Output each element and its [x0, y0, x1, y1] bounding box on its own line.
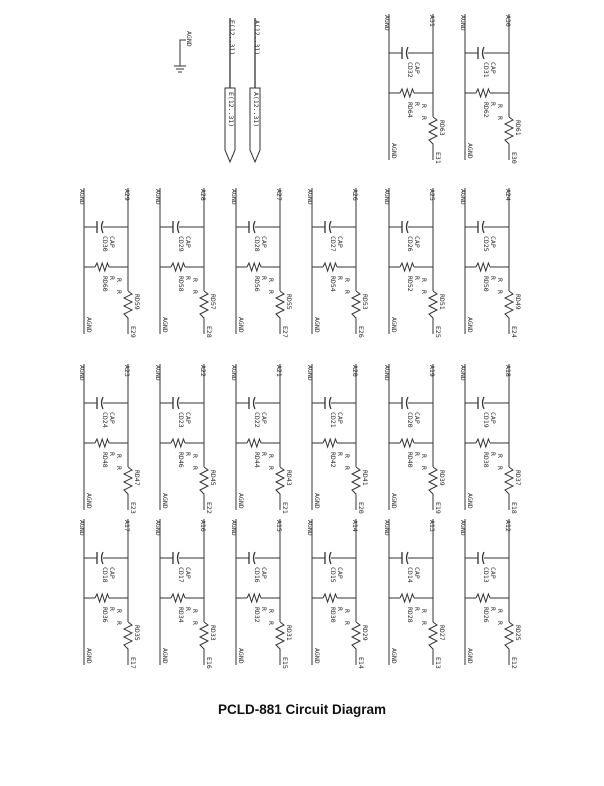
series-resistor-label: RD43 — [285, 470, 293, 486]
input-label: A29 — [123, 189, 131, 201]
series-resistor-label: RD55 — [285, 294, 293, 310]
series-r-mark-label: R — [267, 466, 275, 470]
r-mark-label: R — [420, 454, 428, 458]
agnd-label-bottom: AGND — [466, 317, 474, 333]
output-label: E14 — [357, 657, 365, 669]
capacitor-label: CD29 — [177, 236, 185, 252]
input-label: A14 — [351, 520, 359, 532]
r-mark-label: R — [420, 278, 428, 282]
output-label: E23 — [129, 502, 137, 514]
diagram-title: PCLD-881 Circuit Diagram — [217, 702, 387, 717]
agnd-label-bottom: AGND — [237, 648, 245, 664]
shunt-r-label: R — [260, 607, 268, 611]
cap-type-label: CAP — [489, 62, 497, 74]
r-mark-label: R — [115, 609, 123, 613]
capacitor-label: CD20 — [406, 412, 414, 428]
agnd-label-top: AGND — [459, 365, 467, 381]
cap-type-label: CAP — [260, 567, 268, 579]
shunt-r-label: R — [260, 276, 268, 280]
r-mark-label: R — [267, 278, 275, 282]
input-label: A28 — [199, 189, 207, 201]
agnd-label-top: AGND — [230, 365, 238, 381]
capacitor-label: CD14 — [406, 567, 414, 583]
cap-type-label: CAP — [108, 236, 116, 248]
series-r-mark-label: R — [115, 621, 123, 625]
output-label: E15 — [281, 657, 289, 669]
cap-type-label: CAP — [413, 567, 421, 579]
agnd-label-top: AGND — [383, 15, 391, 31]
shunt-r-label: R — [184, 607, 192, 611]
capacitor-label: CD15 — [329, 567, 337, 583]
series-resistor-label: RD33 — [209, 625, 217, 641]
input-flag-label: A(12..31) — [252, 92, 260, 128]
cap-type-label: CAP — [260, 412, 268, 424]
agnd-label-top: AGND — [306, 365, 314, 381]
agnd-label-bottom: AGND — [161, 493, 169, 509]
series-r-mark-label: R — [267, 290, 275, 294]
series-resistor-label: RD59 — [133, 294, 141, 310]
output-label: E21 — [281, 502, 289, 514]
series-r-mark-label: R — [420, 290, 428, 294]
r-mark-label: R — [496, 454, 504, 458]
r-mark-label: R — [343, 609, 351, 613]
input-label: A23 — [123, 365, 131, 377]
capacitor-label: CD26 — [406, 236, 414, 252]
shunt-r-label: R — [108, 607, 116, 611]
shunt-r-label: R — [336, 276, 344, 280]
agnd-label-bottom: AGND — [161, 317, 169, 333]
channel-a31 — [383, 14, 446, 164]
agnd-label-top: AGND — [230, 189, 238, 205]
series-r-mark-label: R — [420, 116, 428, 120]
agnd-label-bottom: AGND — [237, 493, 245, 509]
agnd-label-bottom: AGND — [390, 143, 398, 159]
output-label: E29 — [129, 326, 137, 338]
shunt-r-label: R — [184, 276, 192, 280]
series-resistor-label: RD31 — [285, 625, 293, 641]
capacitor-label: CD31 — [482, 62, 490, 78]
agnd-label-bottom: AGND — [85, 493, 93, 509]
series-r-mark-label: R — [191, 621, 199, 625]
r-mark-label: R — [420, 104, 428, 108]
shunt-resistor-label: RD58 — [177, 276, 185, 292]
shunt-resistor-label: RD40 — [406, 452, 414, 468]
shunt-resistor-label: RD62 — [482, 102, 490, 118]
input-label: A21 — [275, 365, 283, 377]
channel-a12 — [459, 519, 522, 669]
input-label: A22 — [199, 365, 207, 377]
capacitor-label: CD22 — [253, 412, 261, 428]
series-resistor-label: RD45 — [209, 470, 217, 486]
cap-type-label: CAP — [489, 567, 497, 579]
shunt-r-label: R — [489, 102, 497, 106]
capacitor-label: CD24 — [101, 412, 109, 428]
series-r-mark-label: R — [115, 290, 123, 294]
agnd-label-bottom: AGND — [313, 648, 321, 664]
channel-a30 — [459, 14, 522, 164]
series-resistor-label: RD27 — [438, 625, 446, 641]
shunt-resistor-label: RD48 — [101, 452, 109, 468]
output-flag-label: E(12..31) — [227, 92, 235, 128]
series-resistor-label: RD25 — [514, 625, 522, 641]
output-label: E18 — [510, 502, 518, 514]
output-label: E19 — [434, 502, 442, 514]
input-label: A17 — [123, 520, 131, 532]
bus-and-ground-symbols — [174, 18, 261, 162]
series-resistor-label: RD37 — [514, 470, 522, 486]
r-mark-label: R — [191, 278, 199, 282]
agnd-label-top: AGND — [459, 189, 467, 205]
input-label: A30 — [504, 15, 512, 27]
cap-type-label: CAP — [336, 412, 344, 424]
channel-a19 — [383, 364, 446, 514]
series-r-mark-label: R — [496, 290, 504, 294]
cap-type-label: CAP — [336, 236, 344, 248]
r-mark-label: R — [191, 454, 199, 458]
shunt-r-label: R — [489, 452, 497, 456]
series-r-mark-label: R — [420, 621, 428, 625]
input-label: A24 — [504, 189, 512, 201]
shunt-resistor-label: RD42 — [329, 452, 337, 468]
channel-a28 — [154, 188, 217, 338]
input-label: A27 — [275, 189, 283, 201]
series-resistor-label: RD47 — [133, 470, 141, 486]
r-mark-label: R — [115, 454, 123, 458]
agnd-label-top: AGND — [78, 189, 86, 205]
agnd-label-bottom: AGND — [390, 648, 398, 664]
series-r-mark-label: R — [496, 466, 504, 470]
input-label: A25 — [428, 189, 436, 201]
agnd-label-top: AGND — [78, 365, 86, 381]
series-resistor-label: RD53 — [361, 294, 369, 310]
output-label: E22 — [205, 502, 213, 514]
cap-type-label: CAP — [184, 412, 192, 424]
r-mark-label: R — [420, 609, 428, 613]
shunt-resistor-label: RD44 — [253, 452, 261, 468]
cap-type-label: CAP — [260, 236, 268, 248]
r-mark-label: R — [496, 278, 504, 282]
agnd-label-bottom: AGND — [466, 493, 474, 509]
agnd-label-bottom: AGND — [466, 143, 474, 159]
agnd-label-bottom: AGND — [85, 648, 93, 664]
series-r-mark-label: R — [420, 466, 428, 470]
cap-type-label: CAP — [489, 236, 497, 248]
agnd-label-top: AGND — [154, 189, 162, 205]
series-r-mark-label: R — [496, 621, 504, 625]
capacitor-label: CD30 — [101, 236, 109, 252]
agnd-label-bottom: AGND — [161, 648, 169, 664]
series-resistor-label: RD41 — [361, 470, 369, 486]
shunt-resistor-label: RD60 — [101, 276, 109, 292]
cap-type-label: CAP — [413, 236, 421, 248]
channel-a26 — [306, 188, 369, 338]
series-r-mark-label: R — [343, 290, 351, 294]
shunt-resistor-label: RD56 — [253, 276, 261, 292]
agnd-label-top: AGND — [459, 15, 467, 31]
output-label: E24 — [510, 326, 518, 338]
shunt-r-label: R — [413, 276, 421, 280]
input-label: A26 — [351, 189, 359, 201]
channel-a24 — [459, 188, 522, 338]
agnd-label-bottom: AGND — [85, 317, 93, 333]
shunt-resistor-label: RD30 — [329, 607, 337, 623]
shunt-r-label: R — [489, 276, 497, 280]
agnd-label-top: AGND — [154, 520, 162, 536]
capacitor-label: CD16 — [253, 567, 261, 583]
r-mark-label: R — [343, 454, 351, 458]
input-label: A13 — [428, 520, 436, 532]
ground-label: AGND — [185, 31, 193, 47]
cap-type-label: CAP — [336, 567, 344, 579]
capacitor-label: CD17 — [177, 567, 185, 583]
shunt-r-label: R — [413, 607, 421, 611]
channel-a14 — [306, 519, 369, 669]
input-label: A19 — [428, 365, 436, 377]
cap-type-label: CAP — [184, 236, 192, 248]
capacitor-label: CD19 — [482, 412, 490, 428]
input-label: A18 — [504, 365, 512, 377]
agnd-label-top: AGND — [154, 365, 162, 381]
r-mark-label: R — [267, 454, 275, 458]
capacitor-label: CD21 — [329, 412, 337, 428]
shunt-r-label: R — [108, 276, 116, 280]
shunt-r-label: R — [260, 452, 268, 456]
agnd-label-top: AGND — [383, 189, 391, 205]
series-resistor-label: RD57 — [209, 294, 217, 310]
series-resistor-label: RD63 — [438, 120, 446, 136]
output-bus-label: E(12..31) — [228, 20, 236, 56]
output-label: E31 — [434, 152, 442, 164]
capacitor-label: CD23 — [177, 412, 185, 428]
r-mark-label: R — [496, 609, 504, 613]
output-label: E25 — [434, 326, 442, 338]
series-r-mark-label: R — [115, 466, 123, 470]
shunt-r-label: R — [413, 452, 421, 456]
series-resistor-label: RD29 — [361, 625, 369, 641]
output-label: E13 — [434, 657, 442, 669]
channel-a21 — [230, 364, 293, 514]
shunt-r-label: R — [413, 102, 421, 106]
series-resistor-label: RD49 — [514, 294, 522, 310]
r-mark-label: R — [115, 278, 123, 282]
shunt-resistor-label: RD32 — [253, 607, 261, 623]
agnd-label-bottom: AGND — [466, 648, 474, 664]
series-resistor-label: RD51 — [438, 294, 446, 310]
agnd-label-bottom: AGND — [313, 493, 321, 509]
series-r-mark-label: R — [191, 290, 199, 294]
channel-a16 — [154, 519, 217, 669]
series-resistor-label: RD61 — [514, 120, 522, 136]
shunt-resistor-label: RD36 — [101, 607, 109, 623]
r-mark-label: R — [267, 609, 275, 613]
r-mark-label: R — [343, 278, 351, 282]
series-r-mark-label: R — [343, 621, 351, 625]
channel-a13 — [383, 519, 446, 669]
agnd-label-top: AGND — [383, 365, 391, 381]
output-label: E12 — [510, 657, 518, 669]
input-bus-label: A(12..31) — [253, 20, 261, 56]
channel-a17 — [78, 519, 141, 669]
channel-a22 — [154, 364, 217, 514]
agnd-label-top: AGND — [306, 520, 314, 536]
series-r-mark-label: R — [496, 116, 504, 120]
shunt-r-label: R — [336, 452, 344, 456]
agnd-label-top: AGND — [306, 189, 314, 205]
agnd-label-top: AGND — [459, 520, 467, 536]
capacitor-label: CD28 — [253, 236, 261, 252]
output-label: E26 — [357, 326, 365, 338]
agnd-label-bottom: AGND — [313, 317, 321, 333]
capacitor-label: CD32 — [406, 62, 414, 78]
channel-a29 — [78, 188, 141, 338]
r-mark-label: R — [191, 609, 199, 613]
series-resistor-label: RD35 — [133, 625, 141, 641]
agnd-label-bottom: AGND — [237, 317, 245, 333]
shunt-r-label: R — [336, 607, 344, 611]
output-label: E27 — [281, 326, 289, 338]
shunt-resistor-label: RD64 — [406, 102, 414, 118]
rc-filter-channels — [78, 14, 522, 669]
output-label: E30 — [510, 152, 518, 164]
output-label: E28 — [205, 326, 213, 338]
series-resistor-label: RD39 — [438, 470, 446, 486]
shunt-resistor-label: RD46 — [177, 452, 185, 468]
channel-a20 — [306, 364, 369, 514]
shunt-resistor-label: RD28 — [406, 607, 414, 623]
cap-type-label: CAP — [413, 62, 421, 74]
cap-type-label: CAP — [184, 567, 192, 579]
cap-type-label: CAP — [108, 412, 116, 424]
cap-type-label: CAP — [489, 412, 497, 424]
agnd-label-bottom: AGND — [390, 493, 398, 509]
channel-a18 — [459, 364, 522, 514]
output-label: E20 — [357, 502, 365, 514]
r-mark-label: R — [496, 104, 504, 108]
series-r-mark-label: R — [343, 466, 351, 470]
shunt-resistor-label: RD34 — [177, 607, 185, 623]
series-r-mark-label: R — [267, 621, 275, 625]
shunt-resistor-label: RD26 — [482, 607, 490, 623]
capacitor-label: CD25 — [482, 236, 490, 252]
capacitor-label: CD13 — [482, 567, 490, 583]
shunt-r-label: R — [108, 452, 116, 456]
input-label: A15 — [275, 520, 283, 532]
output-label: E17 — [129, 657, 137, 669]
shunt-resistor-label: RD50 — [482, 276, 490, 292]
capacitor-label: CD18 — [101, 567, 109, 583]
shunt-r-label: R — [489, 607, 497, 611]
capacitor-label: CD27 — [329, 236, 337, 252]
agnd-label-top: AGND — [383, 520, 391, 536]
channel-a25 — [383, 188, 446, 338]
shunt-resistor-label: RD38 — [482, 452, 490, 468]
input-label: A20 — [351, 365, 359, 377]
agnd-label-bottom: AGND — [390, 317, 398, 333]
input-label: A16 — [199, 520, 207, 532]
input-label: A12 — [504, 520, 512, 532]
series-r-mark-label: R — [191, 466, 199, 470]
agnd-label-top: AGND — [78, 520, 86, 536]
shunt-resistor-label: RD54 — [329, 276, 337, 292]
output-label: E16 — [205, 657, 213, 669]
agnd-label-top: AGND — [230, 520, 238, 536]
cap-type-label: CAP — [108, 567, 116, 579]
channel-a15 — [230, 519, 293, 669]
shunt-r-label: R — [184, 452, 192, 456]
input-label: A31 — [428, 15, 436, 27]
channel-a27 — [230, 188, 293, 338]
channel-a23 — [78, 364, 141, 514]
cap-type-label: CAP — [413, 412, 421, 424]
shunt-resistor-label: RD52 — [406, 276, 414, 292]
